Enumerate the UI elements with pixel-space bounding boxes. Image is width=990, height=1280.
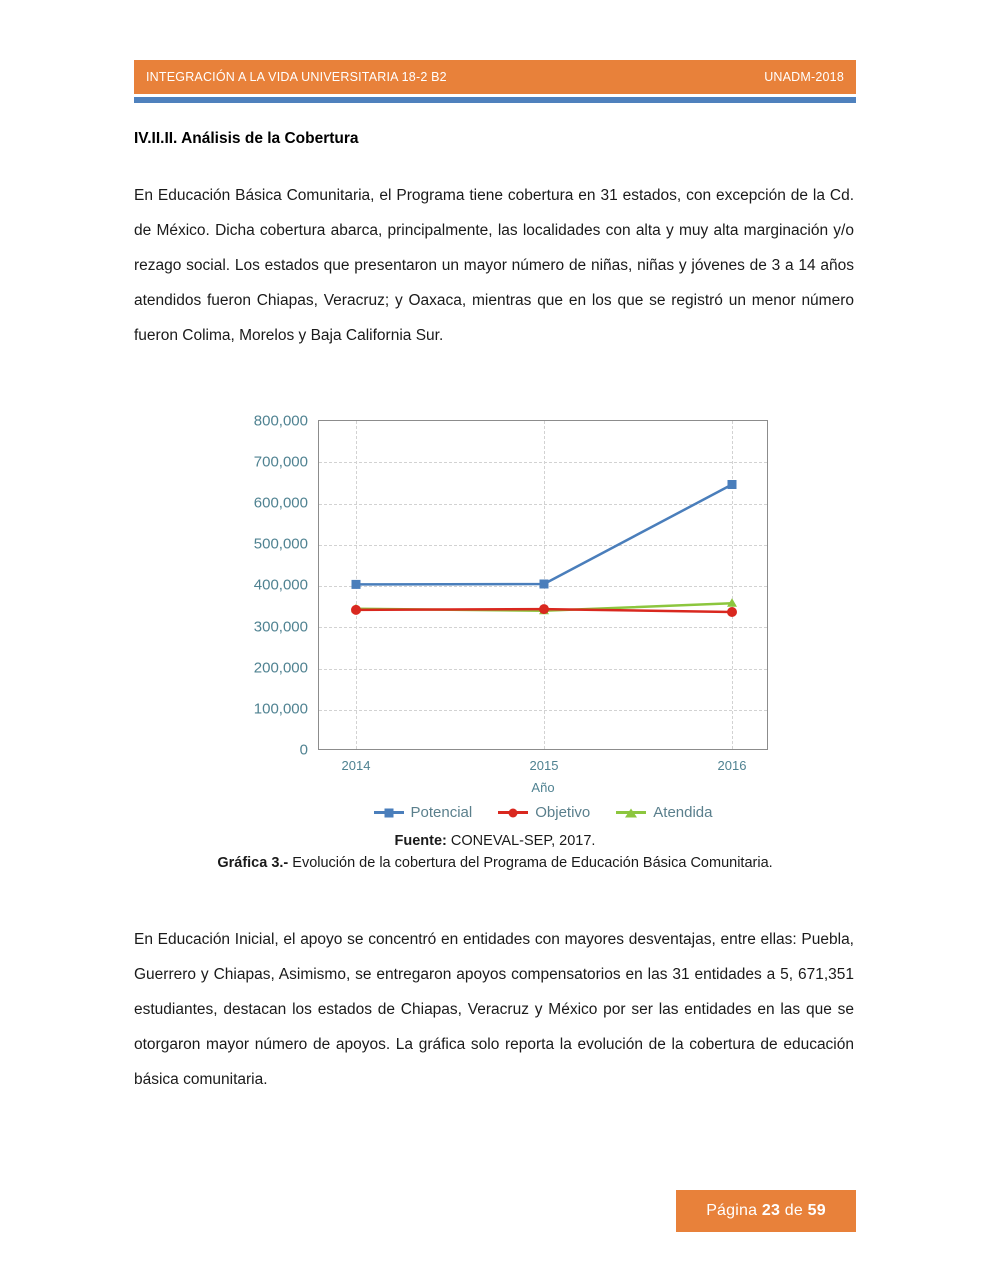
x-tick-label: 2014 bbox=[341, 758, 371, 773]
figure-number-label: Gráfica 3.- bbox=[217, 855, 289, 871]
legend-marker-circle-icon bbox=[498, 811, 528, 814]
header-institution: UNADM-2018 bbox=[764, 70, 844, 84]
y-tick-label: 300,000 bbox=[253, 618, 308, 636]
footer-page-number: 23 bbox=[761, 1202, 781, 1219]
figure-source-line bbox=[134, 830, 856, 852]
chart-evolucion-cobertura bbox=[200, 408, 800, 828]
x-tick-label: 2015 bbox=[529, 758, 559, 773]
y-tick-label: 200,000 bbox=[253, 659, 308, 677]
figure-description: Evolución de la cobertura del Programa de Educación Básica Comunitaria. bbox=[292, 855, 773, 871]
legend-label: Objetivo bbox=[535, 804, 591, 821]
figure-caption bbox=[134, 830, 856, 874]
legend-item-atendida bbox=[616, 804, 712, 821]
legend-label: Potencial bbox=[410, 804, 473, 821]
footer-page-word: Página bbox=[706, 1202, 758, 1219]
series-point-potencial-2015 bbox=[540, 580, 549, 589]
series-point-objetivo-2015 bbox=[539, 604, 549, 614]
y-tick-label: 600,000 bbox=[253, 494, 308, 512]
figure-source-text: CONEVAL-SEP, 2017. bbox=[450, 833, 596, 849]
legend-item-potencial bbox=[374, 804, 473, 821]
header-course-title: INTEGRACIÓN A LA VIDA UNIVERSITARIA 18-2 B2 bbox=[146, 70, 447, 84]
legend-marker-square-icon bbox=[374, 811, 404, 814]
series-line-potencial bbox=[356, 485, 732, 585]
figure-source-label: Fuente: bbox=[394, 833, 447, 849]
chart-plot-area bbox=[318, 420, 768, 750]
series-point-objetivo-2016 bbox=[727, 607, 737, 617]
figure-number-line bbox=[134, 852, 856, 874]
footer-total-pages: 59 bbox=[807, 1202, 826, 1219]
series-point-potencial-2016 bbox=[728, 480, 737, 489]
legend-label: Atendida bbox=[653, 804, 713, 821]
y-tick-label: 500,000 bbox=[253, 535, 308, 553]
y-tick-label: 400,000 bbox=[253, 576, 308, 594]
x-axis-title: Año bbox=[531, 780, 555, 795]
y-tick-label: 0 bbox=[299, 741, 308, 759]
x-tick-label: 2016 bbox=[717, 758, 747, 773]
series-point-potencial-2014 bbox=[352, 580, 361, 589]
series-point-objetivo-2014 bbox=[351, 605, 361, 615]
chart-legend bbox=[318, 804, 768, 821]
legend-item-objetivo bbox=[498, 804, 590, 821]
header-rule bbox=[134, 97, 856, 103]
page-footer-badge bbox=[676, 1190, 856, 1232]
paragraph-educacion-inicial: En Educación Inicial, el apoyo se concentró en entidades con mayores desventajas, entre ellas: Puebla, Guerrero y Chiapas, Asimismo, se entregaron apoyos compensatorios en las 31 entidades a 5, 671,351 estudiantes, destacan los estados de Chiapas, Veracruz y México por ser las entidades en las que se otorgaron mayor número de apoyos. La gráfica solo reporta la evolución de la cobertura de educación básica comunitaria. bbox=[134, 931, 854, 1088]
y-tick-label: 100,000 bbox=[253, 700, 308, 718]
footer-of-word: de bbox=[784, 1202, 803, 1219]
section-title: IV.II.II. Análisis de la Cobertura bbox=[134, 130, 359, 147]
legend-marker-triangle-icon bbox=[616, 811, 646, 814]
chart-series-svg bbox=[319, 421, 767, 749]
page-header-band bbox=[134, 60, 856, 94]
y-tick-label: 800,000 bbox=[253, 412, 308, 430]
paragraph-cobertura-basica: En Educación Básica Comunitaria, el Programa tiene cobertura en 31 estados, con excepción de la Cd. de México. Dicha cobertura abarca, principalmente, las localidades con alta y muy alta marginación y/o rezago social. Los estados que presentaron un mayor número de niñas, niñas y jóvenes de 3 a 14 años atendidos fueron Chiapas, Veracruz; y Oaxaca, mientras que en los que se registró un menor número fueron Colima, Morelos y Baja California Sur. bbox=[134, 187, 854, 344]
y-tick-label: 700,000 bbox=[253, 453, 308, 471]
